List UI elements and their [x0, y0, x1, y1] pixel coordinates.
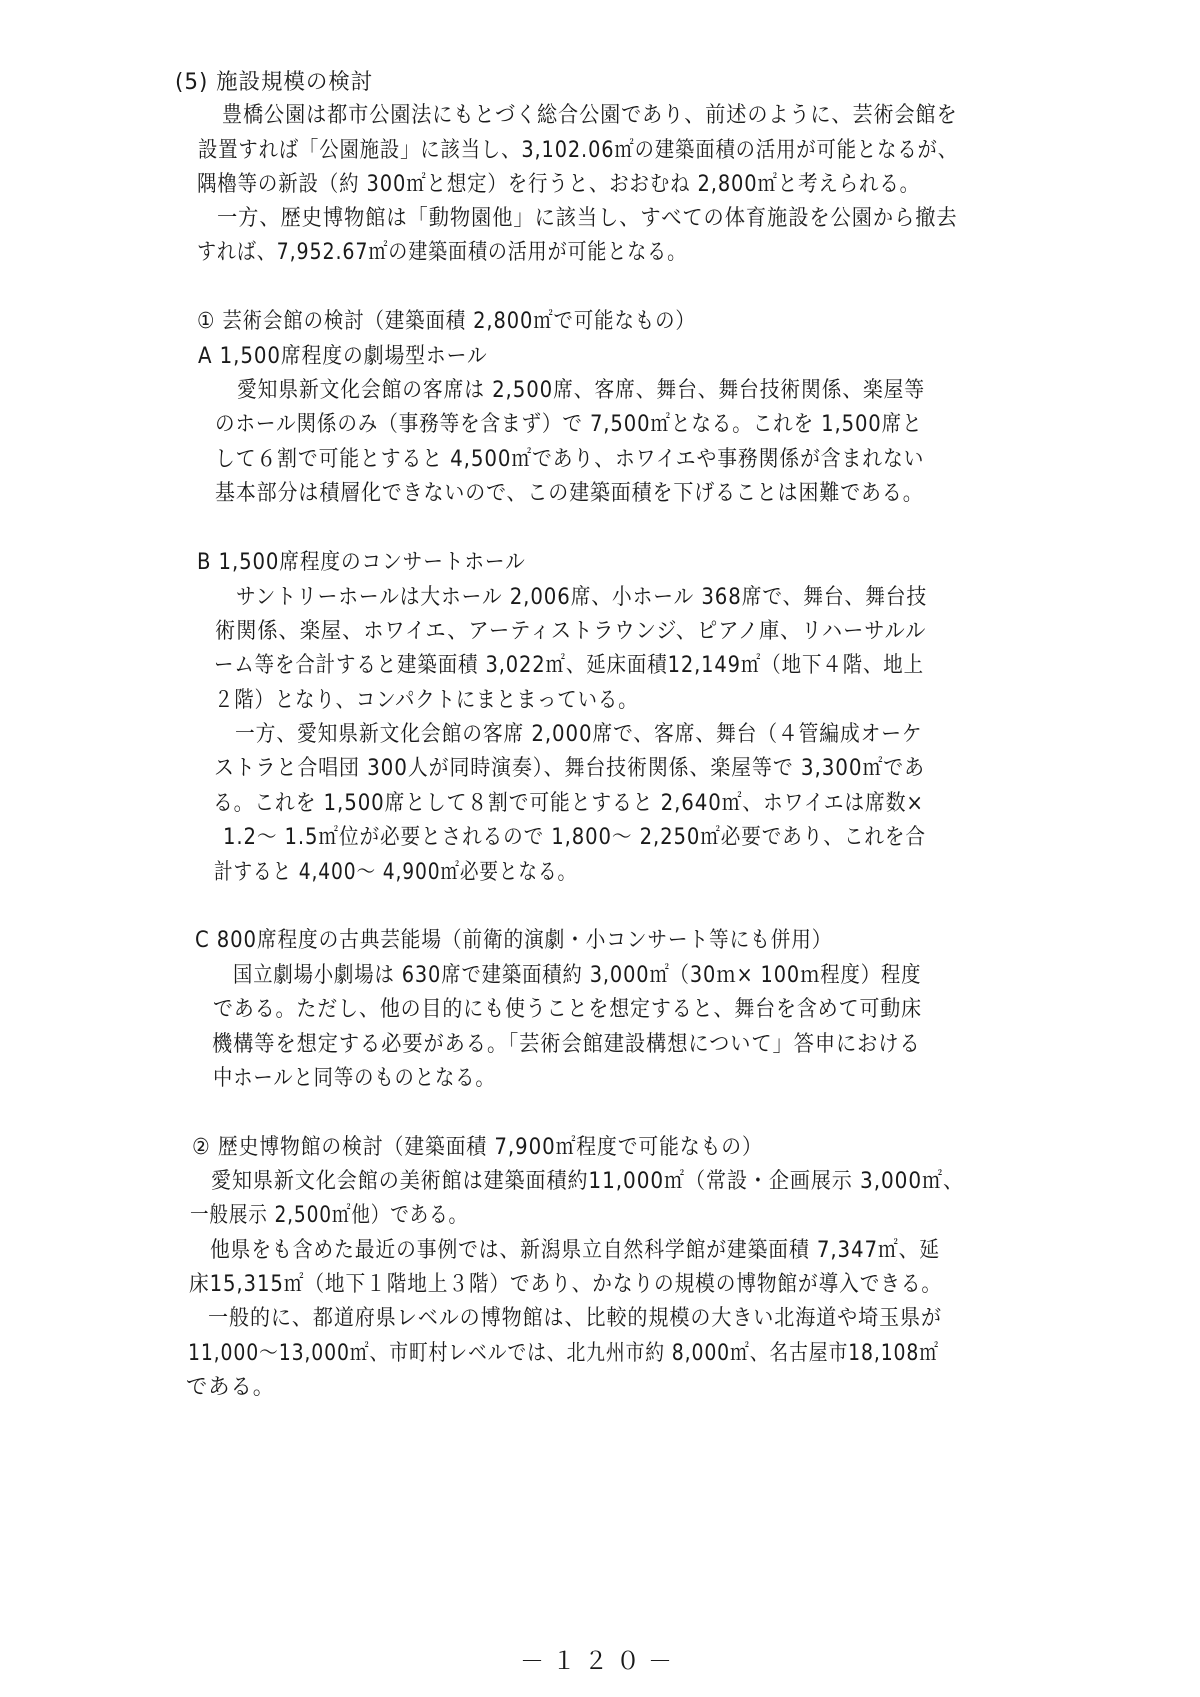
paragraph-line: 床15,315㎡（地下１階地上３階）であり、かなりの規模の博物館が導入できる。 [189, 1272, 942, 1297]
paragraph-line: 一般展示 2,500㎡他）である。 [190, 1203, 468, 1228]
paragraph-line: すれば、7,952.67㎡の建築面積の活用が可能となる。 [197, 240, 687, 265]
paragraph-line: 計すると 4,400～ 4,900㎡必要となる。 [214, 860, 577, 885]
paragraph-line: 設置すれば「公園施設」に該当し、3,102.06㎡の建築面積の活用が可能となるが、 [198, 138, 958, 163]
paragraph-line: る。これを 1,500席として８割で可能とすると 2,640㎡、ホワイエは席数× [213, 791, 924, 816]
paragraph-line: ーム等を合計すると建築面積 3,022㎡、延床面積12,149㎡（地下４階、地上 [214, 653, 924, 678]
paragraph-line: 一方、愛知県新文化会館の客席 2,000席で、客席、舞台（４管編成オーケ [235, 722, 923, 747]
paragraph-line: ストラと合唱団 300人が同時演奏）、舞台技術関係、楽屋等で 3,300㎡であ [214, 756, 925, 781]
item-heading: B 1,500席程度のコンサートホール [197, 550, 526, 575]
paragraph-line: 1.2～ 1.5㎡位が必要とされるので 1,800～ 2,250㎡必要であり、これを合 [223, 825, 926, 850]
section-heading: (5) 施設規模の検討 [175, 70, 374, 95]
subsection-heading: ① 芸術会館の検討（建築面積 2,800㎡で可能なもの） [197, 309, 696, 334]
paragraph-line: 術関係、楽屋、ホワイエ、アーティストラウンジ、ピアノ庫、リハーサルル [215, 619, 927, 644]
paragraph-line: である。ただし、他の目的にも使うことを想定すると、舞台を含めて可動床 [213, 997, 923, 1022]
paragraph-line: 豊橋公園は都市公園法にもとづく総合公園であり、前述のように、芸術会館を [222, 103, 958, 128]
paragraph-line: 国立劇場小劇場は 630席で建築面積約 3,000㎡（30ｍ× 100ｍ程度）程度 [233, 963, 922, 988]
paragraph-line: 基本部分は積層化できないので、この建築面積を下げることは困難である。 [215, 481, 924, 506]
paragraph-line: 機構等を想定する必要がある。「芸術会館建設構想について」答申における [212, 1032, 921, 1057]
subsection-heading: ② 歴史博物館の検討（建築面積 7,900㎡程度で可能なもの） [192, 1135, 763, 1160]
page-number: －１２０－ [520, 1647, 680, 1675]
paragraph-line: 愛知県新文化会館の美術館は建築面積約11,000㎡（常設・企画展示 3,000㎡、 [211, 1169, 964, 1194]
paragraph-line: して６割で可能とすると 4,500㎡であり、ホワイエや事務関係が含まれない [215, 447, 925, 472]
paragraph-line: ２階）となり、コンパクトにまとまっている。 [214, 688, 639, 713]
paragraph-line: のホール関係のみ（事務等を含まず）で 7,500㎡となる。これを 1,500席と [215, 412, 923, 437]
paragraph-line: 中ホールと同等のものとなる。 [213, 1066, 496, 1091]
item-heading: C 800席程度の古典芸能場（前衛的演劇・小コンサート等にも併用） [195, 928, 833, 953]
paragraph-line: 他県をも含めた最近の事例では、新潟県立自然科学館が建築面積 7,347㎡、延 [210, 1238, 940, 1263]
paragraph-line: 11,000～13,000㎡、市町村レベルでは、北九州市約 8,000㎡、名古屋市18,108㎡ [188, 1341, 939, 1366]
paragraph-line: サントリーホールは大ホール 2,006席、小ホール 368席で、舞台、舞台技 [236, 585, 928, 610]
item-heading: A 1,500席程度の劇場型ホール [198, 344, 488, 369]
paragraph-line: である。 [186, 1375, 276, 1400]
paragraph-line: 一般的に、都道府県レベルの博物館は、比較的規模の大きい北海道や埼玉県が [208, 1306, 943, 1331]
paragraph-line: 愛知県新文化会館の客席は 2,500席、客席、舞台、舞台技術関係、楽屋等 [237, 378, 925, 403]
paragraph-line: 隅櫓等の新設（約 300㎡と想定）を行うと、おおむね 2,800㎡と考えられる。 [197, 172, 920, 197]
paragraph-line: 一方、歴史博物館は「動物園他」に該当し、すべての体育施設を公園から撤去 [217, 206, 958, 231]
